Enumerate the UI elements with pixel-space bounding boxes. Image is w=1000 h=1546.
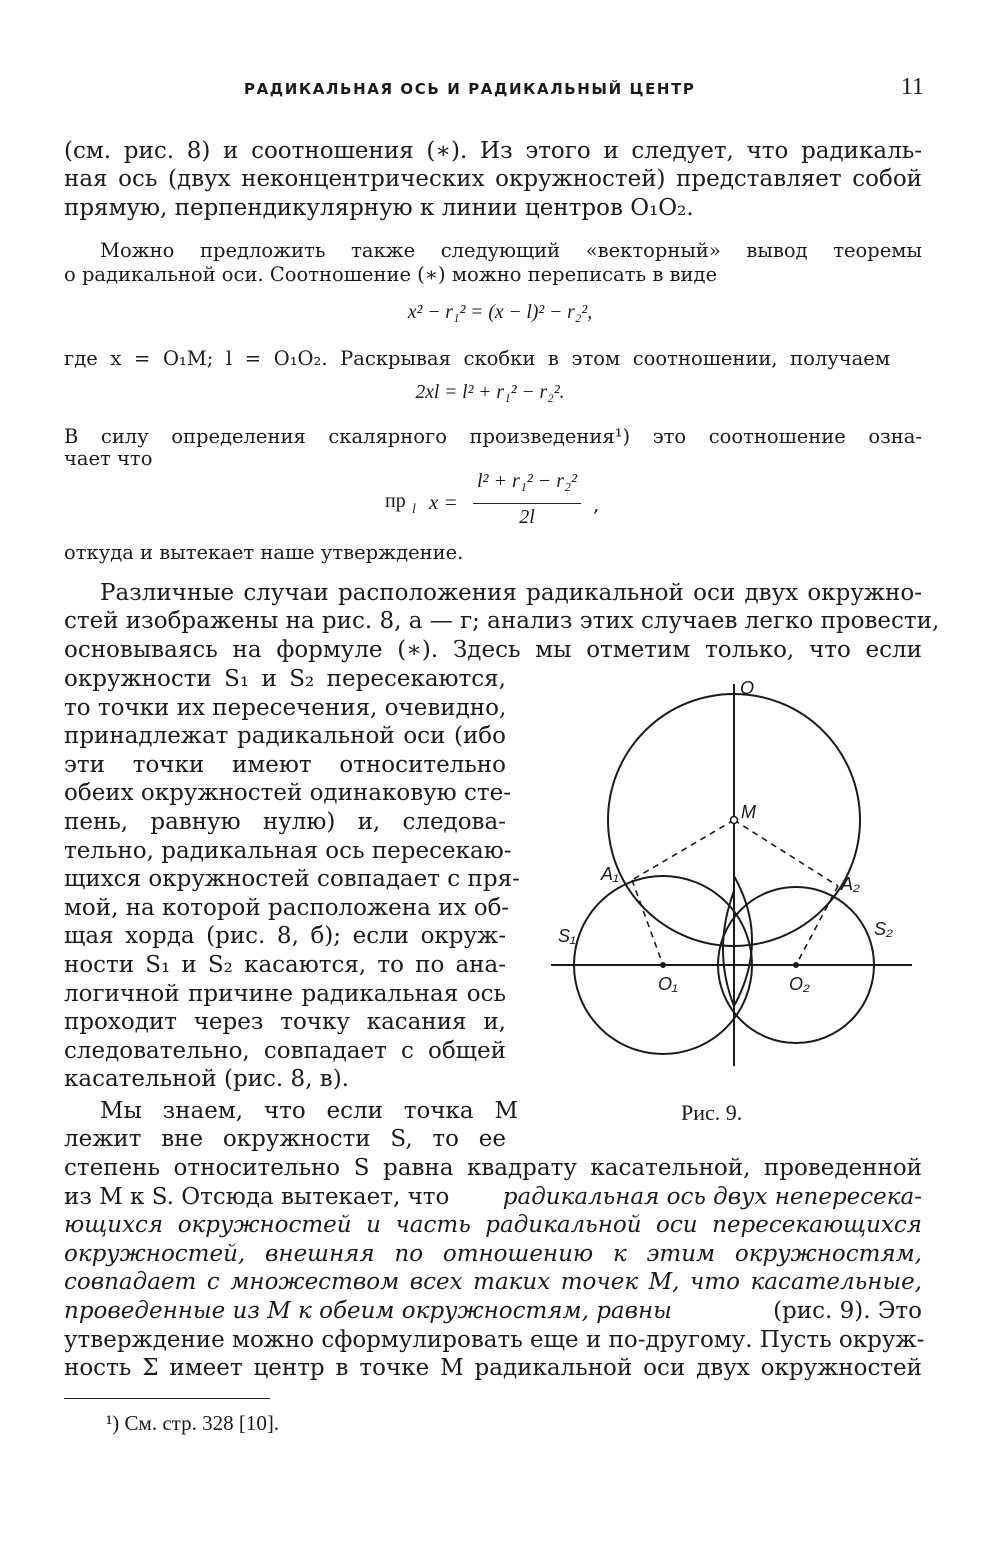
text-line: проходит через точку касания и, [64,1009,506,1035]
text-line: принадлежат радикальной оси (ибо [64,723,506,749]
label-s1: S₁ [558,926,576,946]
italic-text: проведенные из M к обеим окружностям, равны [64,1298,672,1324]
point-m [731,817,738,824]
label-a2: A₂ [841,874,860,894]
page-number: 11 [900,74,924,100]
running-title: РАДИКАЛЬНАЯ ОСЬ И РАДИКАЛЬНЫЙ ЦЕНТР [244,80,696,98]
italic-line: ющихся окружностей и часть радикальной оси пересекающихся [64,1212,922,1238]
text-line: о радикальной оси. Соотношение (∗) можно переписать в виде [64,263,718,286]
text-line: прямую, перпендикулярную к линии центров O₁O₂. [64,195,694,221]
text-line: Мы знаем, что если точка M [100,1098,518,1124]
eq3-variable: x = [429,490,458,514]
eq3-numerator: l² + r₁² − r₂² [476,470,577,492]
equation-1: x² − r₁² = (x − l)² − r₂², [407,302,593,323]
text-line: лежит вне окружности S, то ее [64,1126,506,1152]
italic-text: радикальная ось двух непересека- [502,1184,922,1210]
label-o1: O₁ [658,974,678,994]
eq3-subscript: l [412,502,416,517]
text-line: следовательно, совпадает с общей [64,1038,506,1064]
tangent-ma2 [734,820,838,886]
text-line: основываясь на формуле (∗). Здесь мы отметим только, что если [64,637,922,663]
text-line: Различные случаи расположения радикальной оси двух окружно- [100,580,922,606]
eq3-denominator: 2l [519,506,535,528]
equation-3 [385,470,615,534]
label-o: O [740,678,755,698]
text-line: тельно, радикальная ось пересекаю- [64,838,512,864]
italic-line: окружностей, внешняя по отношению к этим окружностям, [64,1241,922,1267]
text-line: чает что [64,447,153,470]
text-line: ность Σ имеет центр в точке M радикальной оси двух окружностей [64,1355,922,1381]
point-o2 [793,962,799,968]
text-line: пень, равную нулю) и, следова- [64,809,506,835]
text-line: Можно предложить также следующий «векторный» вывод теоремы [100,239,922,262]
text-line: обеих окружностей одинаковую сте- [64,780,511,806]
label-o2: O₂ [789,974,810,994]
text-span: (рис. 9). Это [773,1298,922,1324]
figure-caption: Рис. 9. [681,1100,743,1125]
text-line: степень относительно S равна квадрату касательной, проведенной [64,1155,922,1181]
text-line: где x = O₁M; l = O₁O₂. Раскрывая скобки в этом соотношении, получаем [64,347,890,370]
fraction-bar [473,503,581,504]
text-line: (см. рис. 8) и соотношения (∗). Из этого и следует, что радикаль- [64,138,922,164]
text-line: ности S₁ и S₂ касаются, то по ана- [64,952,506,978]
label-m: M [741,802,756,822]
text-line: стей изображены на рис. 8, а — г; анализ этих случаев легко провести, [64,608,940,634]
tangent-ma1 [632,820,734,880]
point-o1 [660,962,666,968]
text-line: эти точки имеют относительно [64,752,506,778]
radius-o1a1 [632,880,663,965]
text-line: В силу определения скалярного произведения¹) это соотношение озна- [64,425,922,448]
eq3-operator: пр [385,490,406,512]
text-line: касательной (рис. 8, в). [64,1066,349,1092]
text-line: откуда и вытекает наше утверждение. [64,541,464,564]
label-s2: S₂ [874,919,893,939]
text-line: щая хорда (рис. 8, б); если окруж- [64,923,506,949]
text-line: логичной причине радикальная ось [64,981,506,1007]
equation-2: 2xl = l² + r₁² − r₂². [415,382,565,403]
text-line [64,1296,922,1326]
text-line: ная ось (двух неконцентрических окружностей) представляет собой [64,166,922,192]
text-line: утверждение можно сформулировать еще и по-другому. Пусть окруж- [64,1327,925,1353]
text-line: окружности S₁ и S₂ пересекаются, [64,666,506,692]
text-line: то точки их пересечения, очевидно, [64,695,507,721]
label-a1: A₁ [601,864,619,884]
italic-line: совпадает с множеством всех таких точек M, что касательные, [64,1269,922,1295]
eq3-comma: , [593,492,600,516]
text-line: щихся окружностей совпадает с пря- [64,866,520,892]
footnote-rule [64,1398,270,1399]
text-span: из M к S. Отсюда вытекает, что [64,1184,450,1210]
footnote: ¹) См. стр. 328 [10]. [106,1411,280,1435]
text-line: мой, на которой расположена их об- [64,895,510,921]
figure-9 [548,674,920,1074]
text-line [64,1182,922,1212]
